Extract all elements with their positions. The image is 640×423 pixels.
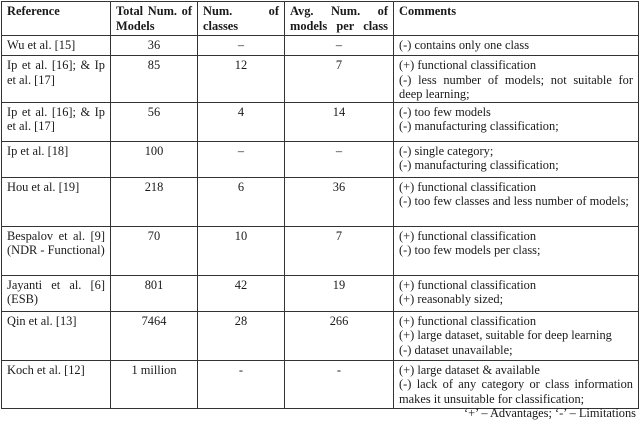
dataset-comparison-table (1, 1, 639, 409)
cell-num-classes: 10 (198, 226, 285, 275)
comment-line: (+) functional classification (399, 277, 537, 292)
cell-avg-models: 7 (285, 56, 394, 103)
table-row (2, 56, 639, 103)
comment-line: (+) large dataset & available (399, 362, 540, 377)
cell-total-models: 7464 (111, 311, 198, 360)
header-num-classes: Num. of classes (198, 2, 285, 36)
cell-comments (394, 226, 639, 275)
comment-line: (-) lack of any category or class information makes it unsuitable for classification; (399, 377, 633, 406)
cell-num-classes: 42 (198, 275, 285, 311)
cell-reference: Hou et al. [19] (2, 177, 111, 226)
comment-line: (+) functional classification (399, 58, 537, 72)
comment-line: (-) single category; (399, 143, 494, 158)
cell-avg-models: - (285, 360, 394, 408)
comment-line: (+) functional classification (399, 179, 537, 194)
comment-line: (-) too few models (399, 104, 491, 119)
cell-avg-models: 7 (285, 226, 394, 275)
cell-total-models: 1 million (111, 360, 198, 408)
table-row (2, 360, 639, 408)
comment-line: (+) functional classification (399, 313, 537, 328)
comment-line: (-) manufacturing classification; (399, 119, 559, 133)
cell-comments (394, 360, 639, 408)
cell-total-models: 70 (111, 226, 198, 275)
cell-num-classes: – (198, 36, 285, 56)
table-header-row (2, 2, 639, 36)
cell-comments (394, 36, 639, 56)
cell-num-classes: 6 (198, 177, 285, 226)
cell-reference: Ip et al. [16]; & Ip et al. [17] (2, 102, 111, 141)
table-row (2, 36, 639, 56)
cell-comments (394, 177, 639, 226)
cell-avg-models: 19 (285, 275, 394, 311)
header-avg-models: Avg. Num. of models per class (285, 2, 394, 36)
cell-num-classes: 12 (198, 56, 285, 103)
comment-line: (-) dataset unavailable; (399, 342, 513, 357)
header-total-models: Total Num. of Models (111, 2, 198, 36)
comment-line: (-) less number of models; not suitable for deep learning; (399, 72, 633, 101)
cell-num-classes: 28 (198, 311, 285, 360)
table-row (2, 141, 639, 177)
cell-total-models: 100 (111, 141, 198, 177)
cell-comments (394, 141, 639, 177)
cell-total-models: 56 (111, 102, 198, 141)
table-row (2, 311, 639, 360)
cell-avg-models: – (285, 36, 394, 56)
cell-num-classes: - (198, 360, 285, 408)
cell-reference: Koch et al. [12] (2, 360, 111, 408)
cell-num-classes: 4 (198, 102, 285, 141)
comment-line: (+) functional classification (399, 228, 537, 243)
cell-reference: Ip et al. [18] (2, 141, 111, 177)
table-row (2, 226, 639, 275)
cell-avg-models: 36 (285, 177, 394, 226)
table-row (2, 102, 639, 141)
comment-line: (+) reasonably sized; (399, 292, 504, 306)
comment-line: (+) large dataset, suitable for deep learning (399, 328, 612, 342)
cell-reference: Bespalov et al. [9] (NDR - Functional) (2, 226, 111, 275)
cell-total-models: 36 (111, 36, 198, 56)
cell-reference: Qin et al. [13] (2, 311, 111, 360)
cell-reference: Jayanti et al. [6] (ESB) (2, 275, 111, 311)
cell-comments (394, 275, 639, 311)
comment-line: (-) manufacturing classification; (399, 158, 559, 172)
cell-avg-models: 266 (285, 311, 394, 360)
cell-comments (394, 311, 639, 360)
cell-avg-models: 14 (285, 102, 394, 141)
cell-num-classes: – (198, 141, 285, 177)
cell-total-models: 801 (111, 275, 198, 311)
comment-line: (-) contains only one class (399, 38, 530, 52)
comment-line: (-) too few classes and less number of models; (399, 194, 629, 208)
table-legend: ‘+’ – Advantages; ‘-’ – Limitations (463, 406, 636, 420)
cell-total-models: 85 (111, 56, 198, 103)
header-reference: Reference (2, 2, 111, 36)
cell-reference: Ip et al. [16]; & Ip et al. [17] (2, 56, 111, 103)
table-row (2, 275, 639, 311)
cell-total-models: 218 (111, 177, 198, 226)
cell-comments (394, 56, 639, 103)
table-row (2, 177, 639, 226)
comment-line: (-) too few models per class; (399, 243, 541, 257)
header-comments: Comments (394, 2, 639, 36)
cell-comments (394, 102, 639, 141)
cell-avg-models: – (285, 141, 394, 177)
cell-reference: Wu et al. [15] (2, 36, 111, 56)
